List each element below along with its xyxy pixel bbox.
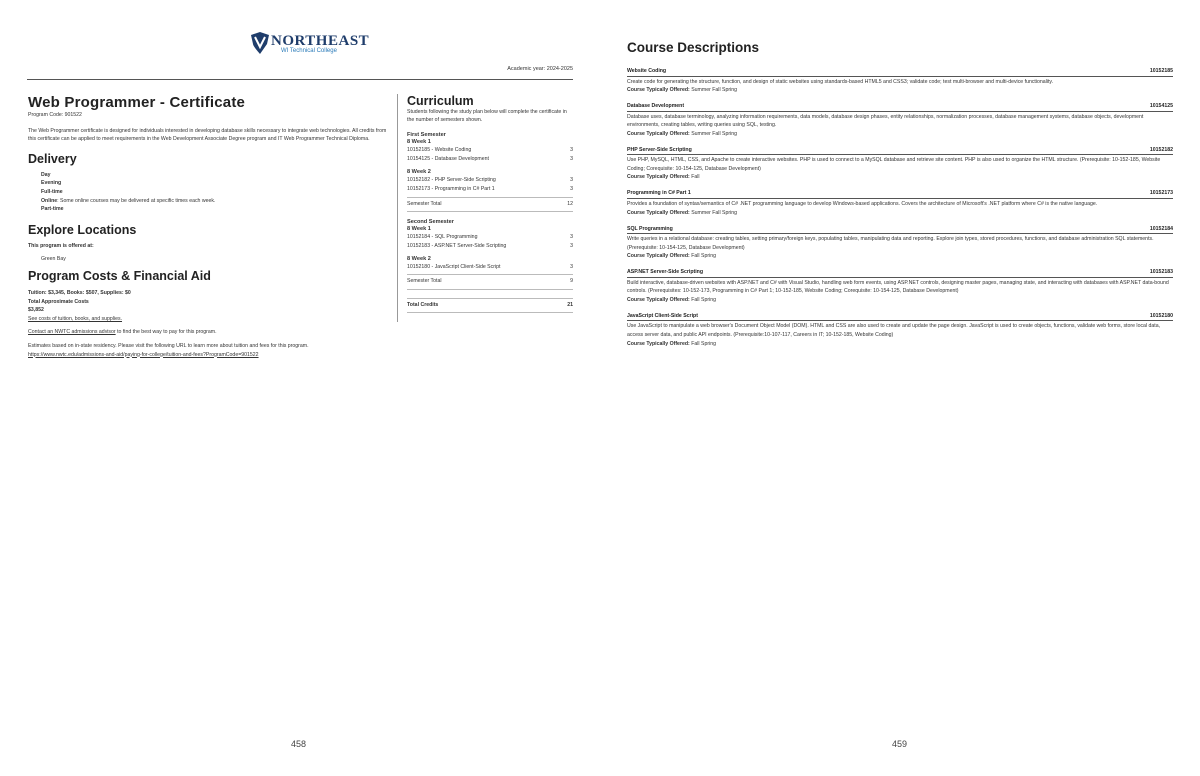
curriculum-course-row bbox=[407, 146, 573, 155]
s2-week2-heading: 8 Week 2 bbox=[407, 255, 431, 262]
course-name: 10152180 - JavaScript Client-Side Script bbox=[407, 263, 501, 270]
curriculum-course-row bbox=[407, 263, 573, 272]
course-description: Write queries in a relational database: creating tables, setting primary/foreign keys, populating tables, manipulating data and reporting. Explore join types, stored procedures, functions, and database administration SQL statements. (Prerequisite: 10-154-125, Database Development) bbox=[627, 236, 1154, 251]
course-header bbox=[627, 147, 1173, 156]
total-credits-label: Total Credits bbox=[407, 301, 439, 308]
first-semester bbox=[407, 132, 573, 212]
delivery-heading: Delivery bbox=[28, 151, 77, 166]
divider bbox=[407, 197, 573, 198]
s1-total-value: 12 bbox=[567, 200, 573, 207]
logo-subtitle: WI Technical College bbox=[281, 48, 337, 54]
course-name: 10152182 - PHP Server-Side Scripting bbox=[407, 176, 496, 183]
offered-label: Course Typically Offered: bbox=[627, 340, 690, 347]
s1-total-label: Semester Total bbox=[407, 200, 442, 207]
curriculum-course-row bbox=[407, 185, 573, 194]
offered-terms: Summer Fall Spring bbox=[691, 209, 738, 216]
costs-block bbox=[28, 289, 388, 359]
program-intro: The Web Programmer certificate is designed for individuals interested in developing database skills necessary to integrate web technologies. All credits from this certificate can be applied to meet requirements in the Web Development Associate Degree program and IT Web Programmer Technical Diploma. bbox=[28, 127, 387, 143]
delivery-list bbox=[41, 171, 388, 214]
s1-week1-heading: 8 Week 1 bbox=[407, 139, 431, 145]
course-offered bbox=[627, 340, 1173, 348]
course-credits: 3 bbox=[570, 186, 573, 193]
course-credits: 3 bbox=[570, 147, 573, 153]
college-logo bbox=[250, 32, 370, 58]
offered-label: Course Typically Offered: bbox=[627, 253, 690, 260]
course-entry bbox=[627, 147, 1173, 182]
curriculum-course-row bbox=[407, 155, 573, 164]
delivery-parttime: Part-time bbox=[41, 206, 64, 213]
locations-offered: This program is offered at: bbox=[28, 242, 94, 249]
course-entry bbox=[627, 313, 1173, 348]
second-semester-heading: Second Semester bbox=[407, 219, 454, 226]
first-semester-heading: First Semester bbox=[407, 132, 446, 138]
course-title: ASP.NET Server-Side Scripting bbox=[627, 269, 704, 276]
divider bbox=[407, 312, 573, 313]
locations-heading: Explore Locations bbox=[28, 222, 137, 237]
course-entry bbox=[627, 190, 1173, 216]
tuition-url-link[interactable]: https://www.nwtc.edu/admissions-and-aid/paying-for-college/tuition-and-fees?ProgramCode=901522 bbox=[28, 351, 259, 358]
course-credits: 3 bbox=[570, 176, 573, 183]
course-entry bbox=[627, 226, 1173, 261]
s2-week2-courses bbox=[407, 263, 573, 272]
course-header bbox=[627, 269, 1173, 278]
course-code: 10152173 bbox=[1149, 190, 1173, 197]
offered-label: Course Typically Offered: bbox=[627, 130, 690, 137]
course-title: Programming in C# Part 1 bbox=[627, 190, 691, 197]
course-title: JavaScript Client-Side Script bbox=[627, 312, 698, 319]
course-offered bbox=[627, 173, 1173, 181]
s2-week1-heading: 8 Week 1 bbox=[407, 226, 431, 233]
course-code: 10152185 bbox=[1149, 68, 1173, 74]
curriculum-panel bbox=[407, 94, 573, 315]
offered-label: Course Typically Offered: bbox=[627, 209, 690, 216]
contact-rest: to find the best way to pay for this program. bbox=[115, 329, 217, 336]
offered-label: Course Typically Offered: bbox=[627, 87, 690, 94]
logo-name: NORTHEAST bbox=[271, 33, 370, 49]
delivery-fulltime: Full-time bbox=[41, 188, 63, 195]
course-description: Use JavaScript to manipulate a web browser's Document Object Model (DOM). HTML and CSS are also used to create and update the page design. JavaScript is used to create objects, functions, validate web forms, store local data, access server data, and public API endpoints. (Prerequisite:10-107-117, Careers in IT; 10-152-185, Website Coding) bbox=[627, 323, 1161, 339]
course-name: 10152173 - Programming in C# Part 1 bbox=[407, 186, 495, 193]
offered-terms: Fall bbox=[691, 174, 700, 181]
tuition-breakdown: Tuition: $3,345, Books: $507, Supplies: $0 bbox=[28, 289, 131, 296]
s2-total-label: Semester Total bbox=[407, 278, 442, 285]
divider bbox=[407, 211, 573, 212]
online-text: : Some online courses may be delivered at specific times each week. bbox=[57, 197, 216, 204]
course-code: 10154125 bbox=[1149, 103, 1173, 110]
course-header bbox=[627, 313, 1173, 322]
column-divider bbox=[397, 94, 398, 322]
course-entry bbox=[627, 68, 1173, 94]
course-title: SQL Programming bbox=[627, 225, 673, 232]
course-name: 10154125 - Database Development bbox=[407, 156, 489, 163]
header-divider bbox=[27, 79, 573, 80]
program-code: Program Code: 901522 bbox=[28, 112, 82, 118]
online-label: Online bbox=[41, 197, 58, 204]
s1-week2-heading: 8 Week 2 bbox=[407, 168, 431, 175]
right-page bbox=[600, 0, 1200, 776]
course-title: Database Development bbox=[627, 103, 685, 110]
course-offered bbox=[627, 86, 1173, 94]
course-offered bbox=[627, 296, 1173, 304]
course-credits: 3 bbox=[570, 234, 573, 241]
course-descriptions-title: Course Descriptions bbox=[627, 40, 760, 55]
estimates-note: Estimates based on in-state residency. Please visit the following URL to learn more about tuition and fees for this program. bbox=[28, 342, 309, 349]
admissions-link[interactable]: Contact an NWTC admissions advisor bbox=[28, 329, 116, 336]
offered-terms: Fall Spring bbox=[691, 253, 716, 260]
course-code: 10152180 bbox=[1149, 312, 1173, 319]
delivery-online bbox=[41, 197, 388, 206]
s1-week2-courses bbox=[407, 176, 573, 195]
divider bbox=[407, 298, 573, 299]
offered-terms: Fall Spring bbox=[691, 296, 716, 303]
course-offered bbox=[627, 252, 1173, 260]
s2-week1-courses bbox=[407, 233, 573, 252]
course-description: Database uses, database terminology, analyzing information requirements, data models, database design phases, entity relationships, normalization processes, database management systems, database objects, development environments, creating tables, writing queries using SQL, testing. bbox=[627, 113, 1144, 129]
s1-total-row bbox=[407, 200, 573, 209]
course-entry bbox=[627, 103, 1173, 138]
course-description: Use PHP, MySQL, HTML, CSS, and Apache to create interactive websites. PHP is used to connect to a MySQL database and retrieve site content. PHP is also used to organize the HTML structure. (Prerequisite: 10-152-185, Website Coding; Corequisite: 10-154-125, Database Development) bbox=[627, 157, 1161, 172]
total-credits-row bbox=[407, 301, 573, 310]
s2-total-value: 9 bbox=[570, 278, 573, 285]
course-offered bbox=[627, 130, 1173, 138]
page-number-left: 458 bbox=[291, 739, 307, 749]
delivery-evening: Evening bbox=[41, 180, 62, 187]
course-description: Provides a foundation of syntax/semantics of C# .NET programming language to develop Windows-based applications. Covers the architecture of Microsoft's .NET platform where C# is the native language. bbox=[627, 200, 1098, 207]
contact-text bbox=[28, 328, 388, 337]
total-costs-label: Total Approximate Costs bbox=[28, 298, 89, 305]
course-name: 10152185 - Website Coding bbox=[407, 147, 472, 153]
course-header bbox=[627, 190, 1173, 199]
s2-total-row bbox=[407, 277, 573, 286]
divider bbox=[407, 274, 573, 275]
course-list bbox=[627, 68, 1173, 357]
program-overview bbox=[28, 94, 388, 359]
course-name: 10152184 - SQL Programming bbox=[407, 234, 478, 241]
course-credits: 3 bbox=[570, 263, 573, 270]
course-name: 10152183 - ASP.NET Server-Side Scripting bbox=[407, 243, 507, 250]
course-entry bbox=[627, 269, 1173, 304]
northeast-logo-icon bbox=[250, 32, 270, 54]
course-header bbox=[627, 103, 1173, 112]
divider bbox=[407, 289, 573, 290]
delivery-day: Day bbox=[41, 171, 51, 178]
page-number-right: 459 bbox=[892, 739, 908, 749]
course-code: 10152182 bbox=[1149, 146, 1173, 153]
course-code: 10152183 bbox=[1149, 269, 1173, 276]
total-costs-value: $3,852 bbox=[28, 307, 44, 314]
course-header bbox=[627, 226, 1173, 235]
course-title: PHP Server-Side Scripting bbox=[627, 146, 692, 153]
offered-label: Course Typically Offered: bbox=[627, 296, 690, 303]
total-credits-value: 21 bbox=[567, 301, 573, 308]
offered-terms: Fall Spring bbox=[691, 340, 716, 347]
location-green-bay: Green Bay bbox=[41, 256, 66, 263]
course-offered bbox=[627, 209, 1173, 217]
costs-heading: Program Costs & Financial Aid bbox=[28, 268, 211, 283]
course-header bbox=[627, 68, 1173, 77]
second-semester bbox=[407, 219, 573, 290]
offered-terms: Summer Fall Spring bbox=[691, 87, 738, 94]
course-title: Website Coding bbox=[627, 68, 667, 74]
course-credits: 3 bbox=[570, 243, 573, 250]
course-description: Create code for generating the structure, function, and design of static websites using standards-based HTML5 and CSS3; validate code; test multi-browser and multi-device functionality. bbox=[627, 78, 1054, 85]
course-code: 10152184 bbox=[1149, 225, 1173, 232]
s1-week1-courses bbox=[407, 146, 573, 165]
offered-terms: Summer Fall Spring bbox=[691, 130, 738, 137]
costs-link[interactable]: See costs of tuition, books, and supplies. bbox=[28, 315, 123, 322]
curriculum-intro: Students following the study plan below will complete the certificate in the number of semesters shown. bbox=[407, 109, 567, 123]
offered-label: Course Typically Offered: bbox=[627, 174, 690, 181]
program-title: Web Programmer - Certificate bbox=[28, 94, 246, 111]
curriculum-course-row bbox=[407, 233, 573, 242]
curriculum-course-row bbox=[407, 242, 573, 251]
curriculum-course-row bbox=[407, 176, 573, 185]
course-credits: 3 bbox=[570, 156, 573, 163]
curriculum-heading: Curriculum bbox=[407, 94, 474, 108]
course-description: Build interactive, database-driven websites with ASP.NET and C# with Visual Studio, handling web form events, using ASP.NET controls, designing master pages, managing state, and interacting with databases with ASP.NET data-bound controls. (Prerequisites: 10-152-173, Programming in C# Part 1; 10-152-185, Website Coding; Corequisite: 10-154-125, Database Development) bbox=[627, 279, 1169, 295]
academic-year: Academic year: 2024-2025 bbox=[507, 66, 573, 72]
